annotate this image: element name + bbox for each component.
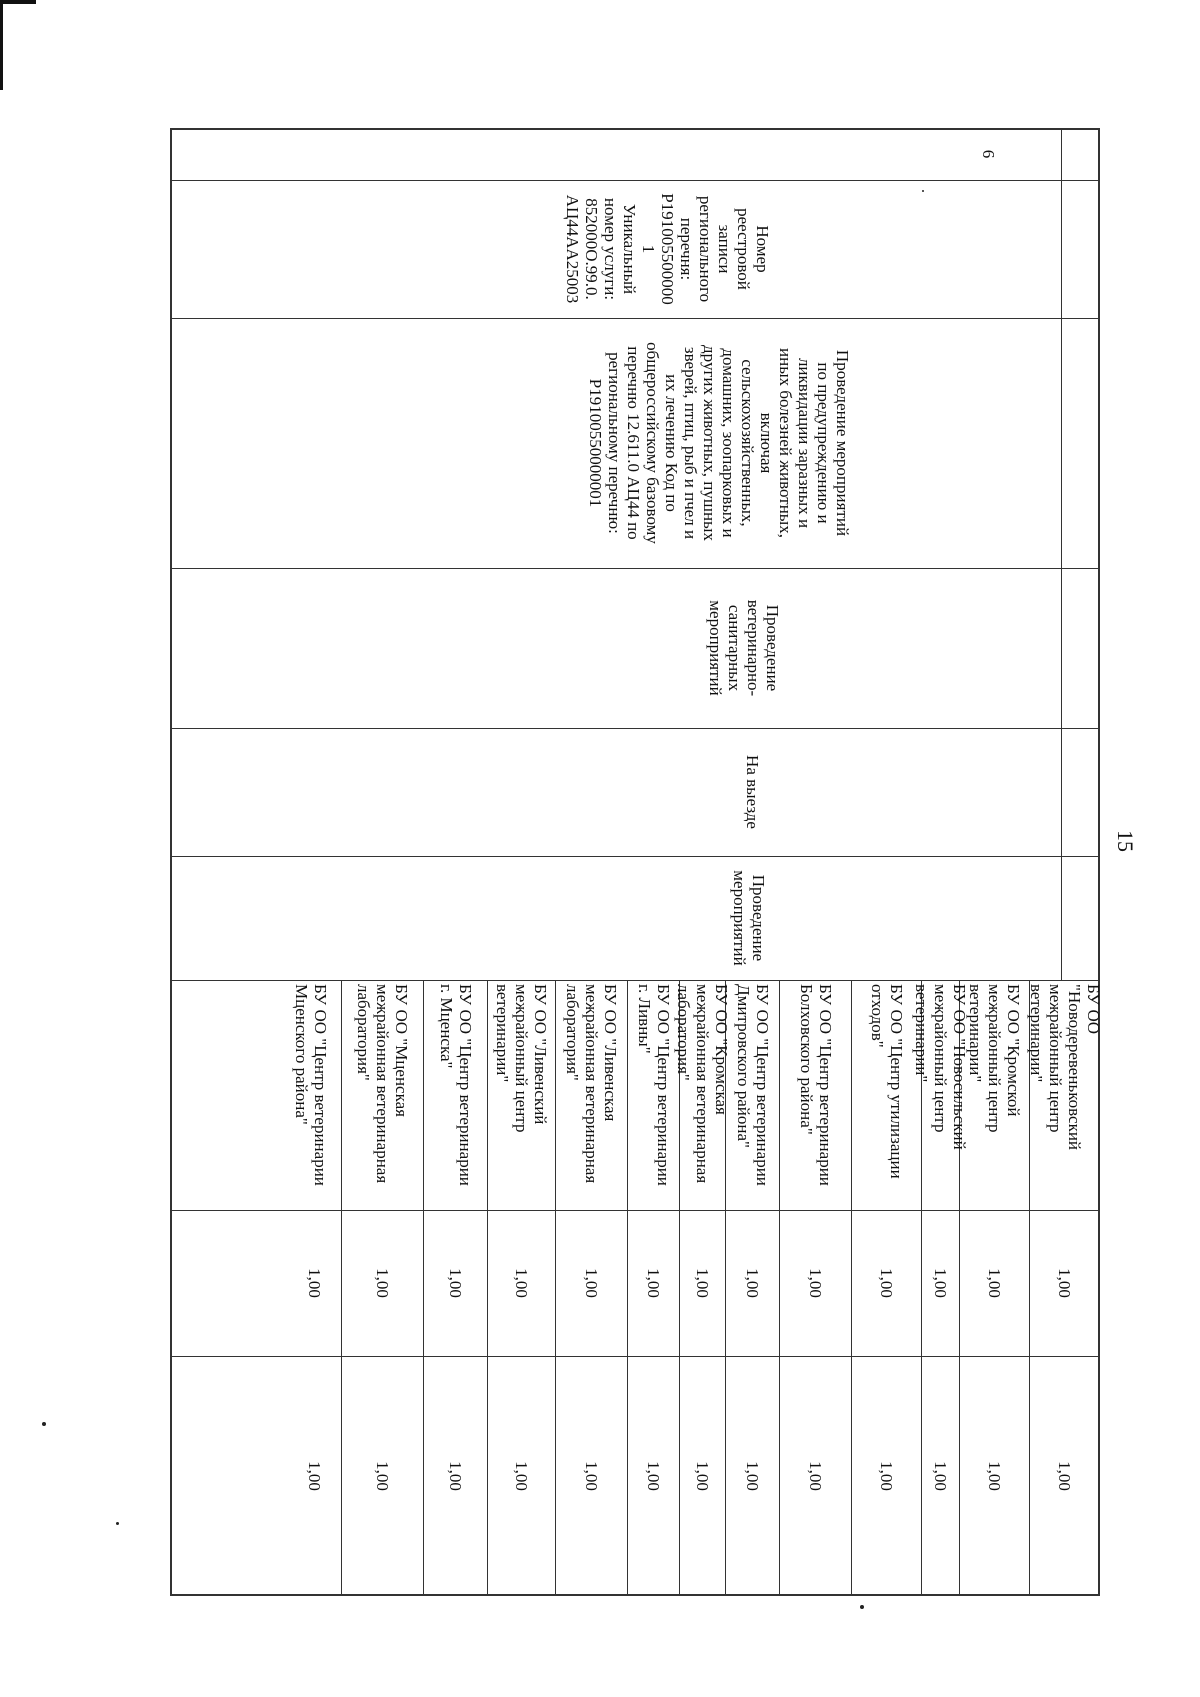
provider-name: БУ ОО "Центр ветеринарии Мценского района" <box>292 984 330 1186</box>
services-table <box>170 128 1103 1596</box>
provider-name: БУ ОО "Центр ветеринарии г. Мценска" <box>437 984 475 1186</box>
provider-value-1: 1,00 <box>985 1268 1005 1298</box>
provider-value-2: 1,00 <box>305 1461 324 1491</box>
service-condition-cell: На выезде <box>743 755 762 829</box>
provider-value-1: 1,00 <box>446 1268 466 1298</box>
scan-edge-top <box>0 0 36 4</box>
provider-name: БУ ОО "Ливенская межрайонная ветеринарная лаборатория" <box>563 984 621 1184</box>
provider-value-2: 1,00 <box>582 1461 602 1491</box>
provider-value-2: 1,00 <box>512 1461 532 1491</box>
provider-value-1: 1,00 <box>806 1268 826 1298</box>
scan-speck <box>42 1422 46 1426</box>
scan-edge-left <box>0 0 3 90</box>
provider-value-1: 1,00 <box>512 1268 532 1298</box>
measure-unit-cell: Проведение мероприятий <box>730 870 768 966</box>
provider-value-1: 1,00 <box>373 1268 393 1298</box>
service-category-cell: Проведение ветеринарно- санитарных мероприятий <box>706 599 782 697</box>
provider-value-2: 1,00 <box>931 1461 951 1491</box>
provider-name: БУ ОО "Кромская межрайонная ветеринарная лаборатория" <box>674 984 732 1184</box>
provider-name: БУ ОО "Новосильский межрайонный центр ветеринарии" <box>912 984 970 1150</box>
provider-value-1: 1,00 <box>582 1268 602 1298</box>
provider-value-2: 1,00 <box>693 1461 713 1491</box>
provider-value-1: 1,00 <box>743 1268 763 1298</box>
provider-value-1: 1,00 <box>644 1268 664 1298</box>
provider-value-2: 1,00 <box>446 1461 466 1491</box>
provider-value-2: 1,00 <box>743 1461 763 1491</box>
provider-value-1: 1,00 <box>931 1268 951 1298</box>
provider-value-2: 1,00 <box>644 1461 664 1491</box>
provider-name: БУ ОО "Центр ветеринарии Болховского района" <box>797 984 835 1186</box>
provider-name: БУ ОО "Центр ветеринарии г. Ливны" <box>635 984 673 1186</box>
provider-value-2: 1,00 <box>985 1461 1005 1491</box>
provider-name: БУ ОО "Мценская межрайонная ветеринарная лаборатория" <box>354 984 412 1184</box>
provider-value-1: 1,00 <box>693 1268 713 1298</box>
provider-value-1: 1,00 <box>877 1268 897 1298</box>
provider-value-2: 1,00 <box>373 1461 393 1491</box>
provider-name: БУ ОО "Ливенский межрайонный центр ветеринарии" <box>493 984 551 1133</box>
provider-name: БУ ОО "Новодеревеньковский межрайонный центр ветеринарии" <box>1027 984 1103 1151</box>
provider-value-1: 1,00 <box>305 1268 324 1298</box>
scan-speck <box>860 1605 864 1609</box>
scan-speck <box>116 1522 119 1525</box>
provider-name: БУ ОО "Кромской межрайонный центр ветеринарии" <box>966 984 1024 1133</box>
page-number: 15 <box>1113 830 1138 852</box>
registry-record-cell: Номер реестровой записи регионального перечня: Р191005500000 1 Уникальный номер услуги: 852000О.99.0. АЦ44АА25003 <box>563 193 772 305</box>
provider-value-2: 1,00 <box>806 1461 826 1491</box>
provider-value-2: 1,00 <box>1055 1461 1075 1491</box>
provider-name: БУ ОО "Центр ветеринарии Дмитровского района" <box>734 984 772 1186</box>
provider-value-2: 1,00 <box>877 1461 897 1491</box>
provider-name: БУ ОО "Центр утилизации отходов" <box>868 984 906 1179</box>
provider-value-1: 1,00 <box>1055 1268 1075 1298</box>
service-description-cell: Проведение мероприятий по предупреждению и ликвидации заразных и иных болезней животных, включая сельскохозяйственных, домашних, зоопарковых и других животных, пушных зверей, птиц, рыб и пчел и их лечению Код по общероссийскому базовому перечню 12.611.0 АЦ44 по региональному перечню: Р19100550000001 <box>586 342 852 544</box>
row-index: 6 <box>979 149 998 159</box>
